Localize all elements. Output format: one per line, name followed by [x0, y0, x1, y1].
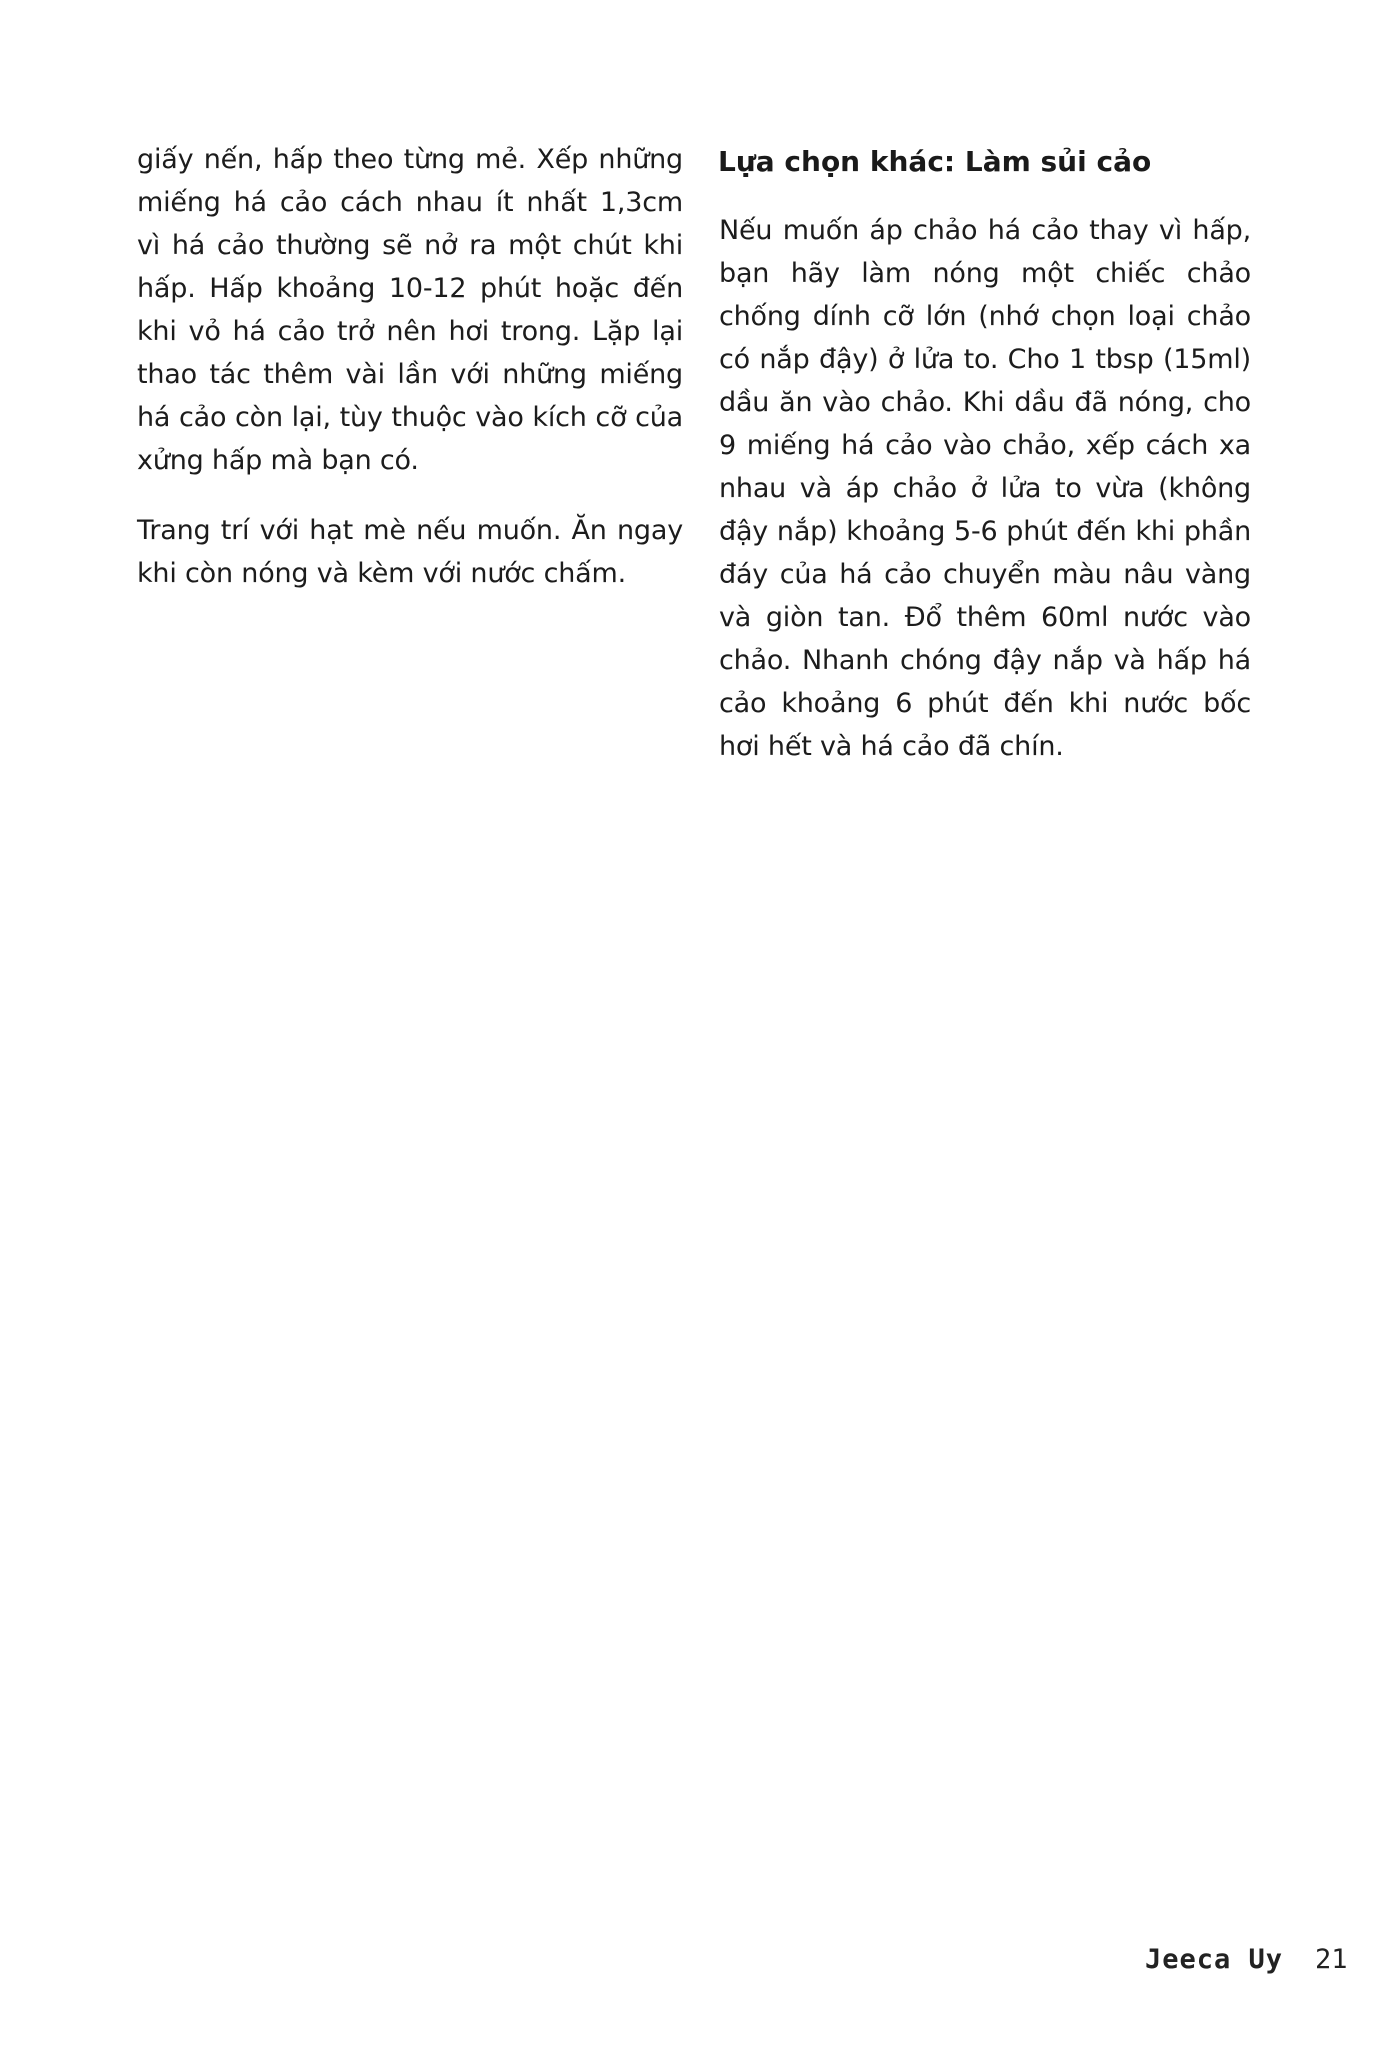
- text-line: chống dính cỡ lớn (nhớ chọn loại chảo: [719, 301, 1251, 332]
- text-line: dầu ăn vào chảo. Khi dầu đã nóng, cho: [719, 387, 1251, 418]
- text-line: Trang trí với hạt mè nếu muốn. Ăn ngay: [137, 515, 683, 546]
- text-line: có nắp đậy) ở lửa to. Cho 1 tbsp (15ml): [719, 344, 1251, 375]
- text-line: thao tác thêm vài lần với những miếng: [137, 359, 683, 390]
- text-line: 9 miếng há cảo vào chảo, xếp cách xa: [719, 430, 1251, 461]
- text-line: giấy nến, hấp theo từng mẻ. Xếp những: [137, 144, 683, 175]
- section-heading: Lựa chọn khác: Làm sủi cảo: [718, 145, 1152, 178]
- text-line: hấp. Hấp khoảng 10-12 phút hoặc đến: [137, 273, 683, 304]
- text-line: chảo. Nhanh chóng đậy nắp và hấp há: [719, 645, 1251, 676]
- text-line: khi vỏ há cảo trở nên hơi trong. Lặp lại: [137, 316, 683, 347]
- text-line: xửng hấp mà bạn có.: [137, 445, 419, 476]
- text-line: và giòn tan. Đổ thêm 60ml nước vào: [719, 602, 1251, 633]
- author-name: Jeeca Uy: [1145, 1944, 1284, 1975]
- text-line: miếng há cảo cách nhau ít nhất 1,3cm: [137, 187, 683, 218]
- page-number: 21: [1315, 1944, 1348, 1975]
- text-line: khi còn nóng và kèm với nước chấm.: [137, 558, 626, 589]
- text-line: vì há cảo thường sẽ nở ra một chút khi: [137, 230, 683, 261]
- text-line: Nếu muốn áp chảo há cảo thay vì hấp,: [719, 215, 1251, 246]
- text-line: nhau và áp chảo ở lửa to vừa (không: [719, 473, 1251, 504]
- text-line: há cảo còn lại, tùy thuộc vào kích cỡ của: [137, 402, 683, 433]
- text-line: hơi hết và há cảo đã chín.: [719, 731, 1064, 762]
- text-line: đáy của há cảo chuyển màu nâu vàng: [719, 559, 1251, 590]
- text-line: bạn hãy làm nóng một chiếc chảo: [719, 258, 1251, 289]
- text-line: cảo khoảng 6 phút đến khi nước bốc: [719, 688, 1251, 719]
- text-line: đậy nắp) khoảng 5-6 phút đến khi phần: [719, 516, 1251, 547]
